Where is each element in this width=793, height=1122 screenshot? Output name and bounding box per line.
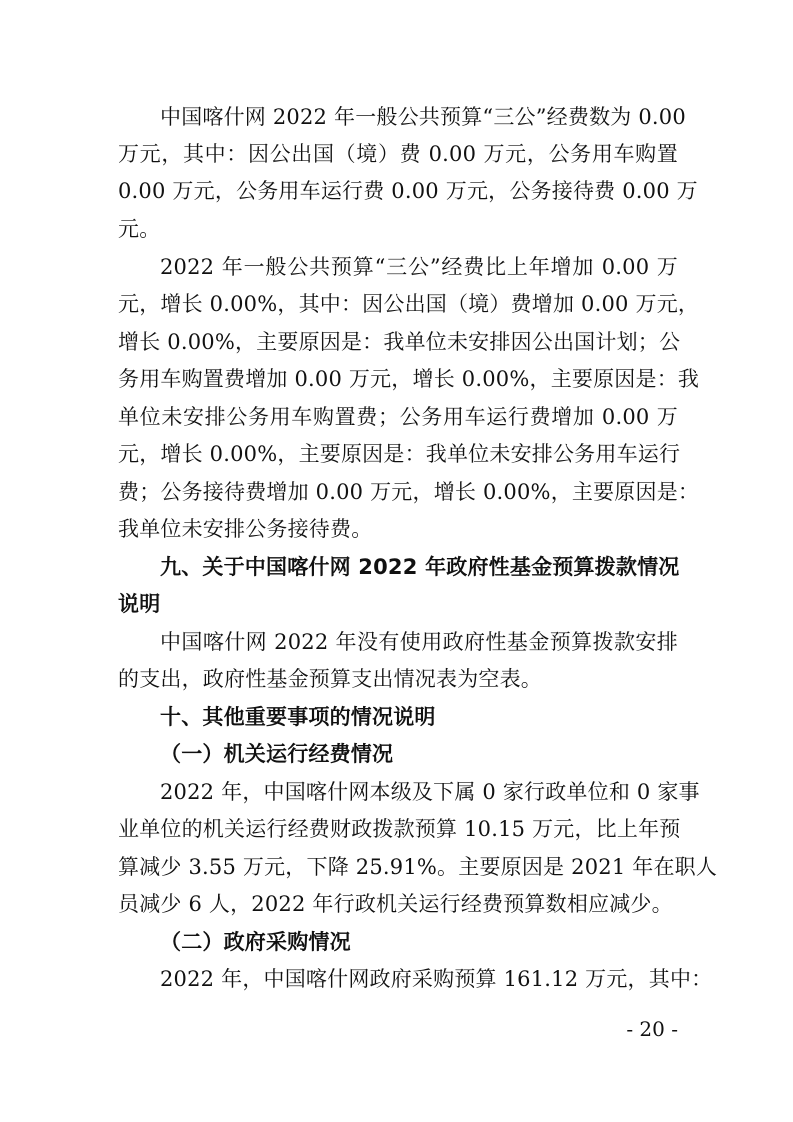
section-9-heading-line-1: 九、关于中国喀什网 2022 年政府性基金预算拨款情况 — [160, 555, 680, 579]
paragraph-1-line-1: 中国喀什网 2022 年一般公共预算“三公”经费数为 0.00 — [160, 105, 686, 129]
paragraph-2-line-6: 元，增长 0.00%，主要原因是：我单位未安排公务用车运行 — [118, 442, 681, 466]
page-number: - 20 - — [626, 1017, 678, 1041]
paragraph-2-line-2: 元，增长 0.00%，其中：因公出国（境）费增加 0.00 万元， — [118, 292, 700, 316]
subsection-1-body-line-4: 员减少 6 人，2022 年行政机关运行经费预算数相应减少。 — [118, 892, 673, 916]
section-9-heading-line-2: 说明 — [118, 592, 161, 616]
subsection-1-body-line-2: 业单位的机关运行经费财政拨款预算 10.15 万元，比上年预 — [118, 817, 681, 841]
paragraph-2-line-8: 我单位未安排公务接待费。 — [118, 517, 373, 541]
paragraph-2-line-5: 单位未安排公务用车购置费；公务用车运行费增加 0.00 万 — [118, 405, 678, 429]
paragraph-2-line-3: 增长 0.00%，主要原因是：我单位未安排因公出国计划；公 — [118, 330, 681, 354]
section-10-heading: 十、其他重要事项的情况说明 — [160, 705, 436, 729]
subsection-1-body-line-3: 算减少 3.55 万元，下降 25.91%。主要原因是 2021 年在职人 — [118, 855, 718, 879]
section-9-body-line-1: 中国喀什网 2022 年没有使用政府性基金预算拨款安排 — [160, 630, 678, 654]
subsection-1-heading: （一）机关运行经费情况 — [160, 742, 394, 766]
paragraph-1-line-4: 元。 — [118, 217, 161, 241]
section-9-body-line-2: 的支出，政府性基金预算支出情况表为空表。 — [118, 667, 542, 691]
subsection-2-heading: （二）政府采购情况 — [160, 930, 351, 954]
subsection-2-body-line-1: 2022 年，中国喀什网政府采购预算 161.12 万元，其中： — [160, 967, 713, 991]
paragraph-1-line-2: 万元，其中：因公出国（境）费 0.00 万元，公务用车购置 — [118, 142, 678, 166]
paragraph-2-line-7: 费；公务接待费增加 0.00 万元，增长 0.00%，主要原因是： — [118, 480, 700, 504]
paragraph-2-line-4: 务用车购置费增加 0.00 万元，增长 0.00%，主要原因是：我 — [118, 367, 700, 391]
paragraph-2-line-1: 2022 年一般公共预算“三公”经费比上年增加 0.00 万 — [160, 255, 678, 279]
subsection-1-body-line-1: 2022 年，中国喀什网本级及下属 0 家行政单位和 0 家事 — [160, 780, 700, 804]
paragraph-1-line-3: 0.00 万元，公务用车运行费 0.00 万元，公务接待费 0.00 万 — [118, 179, 698, 203]
